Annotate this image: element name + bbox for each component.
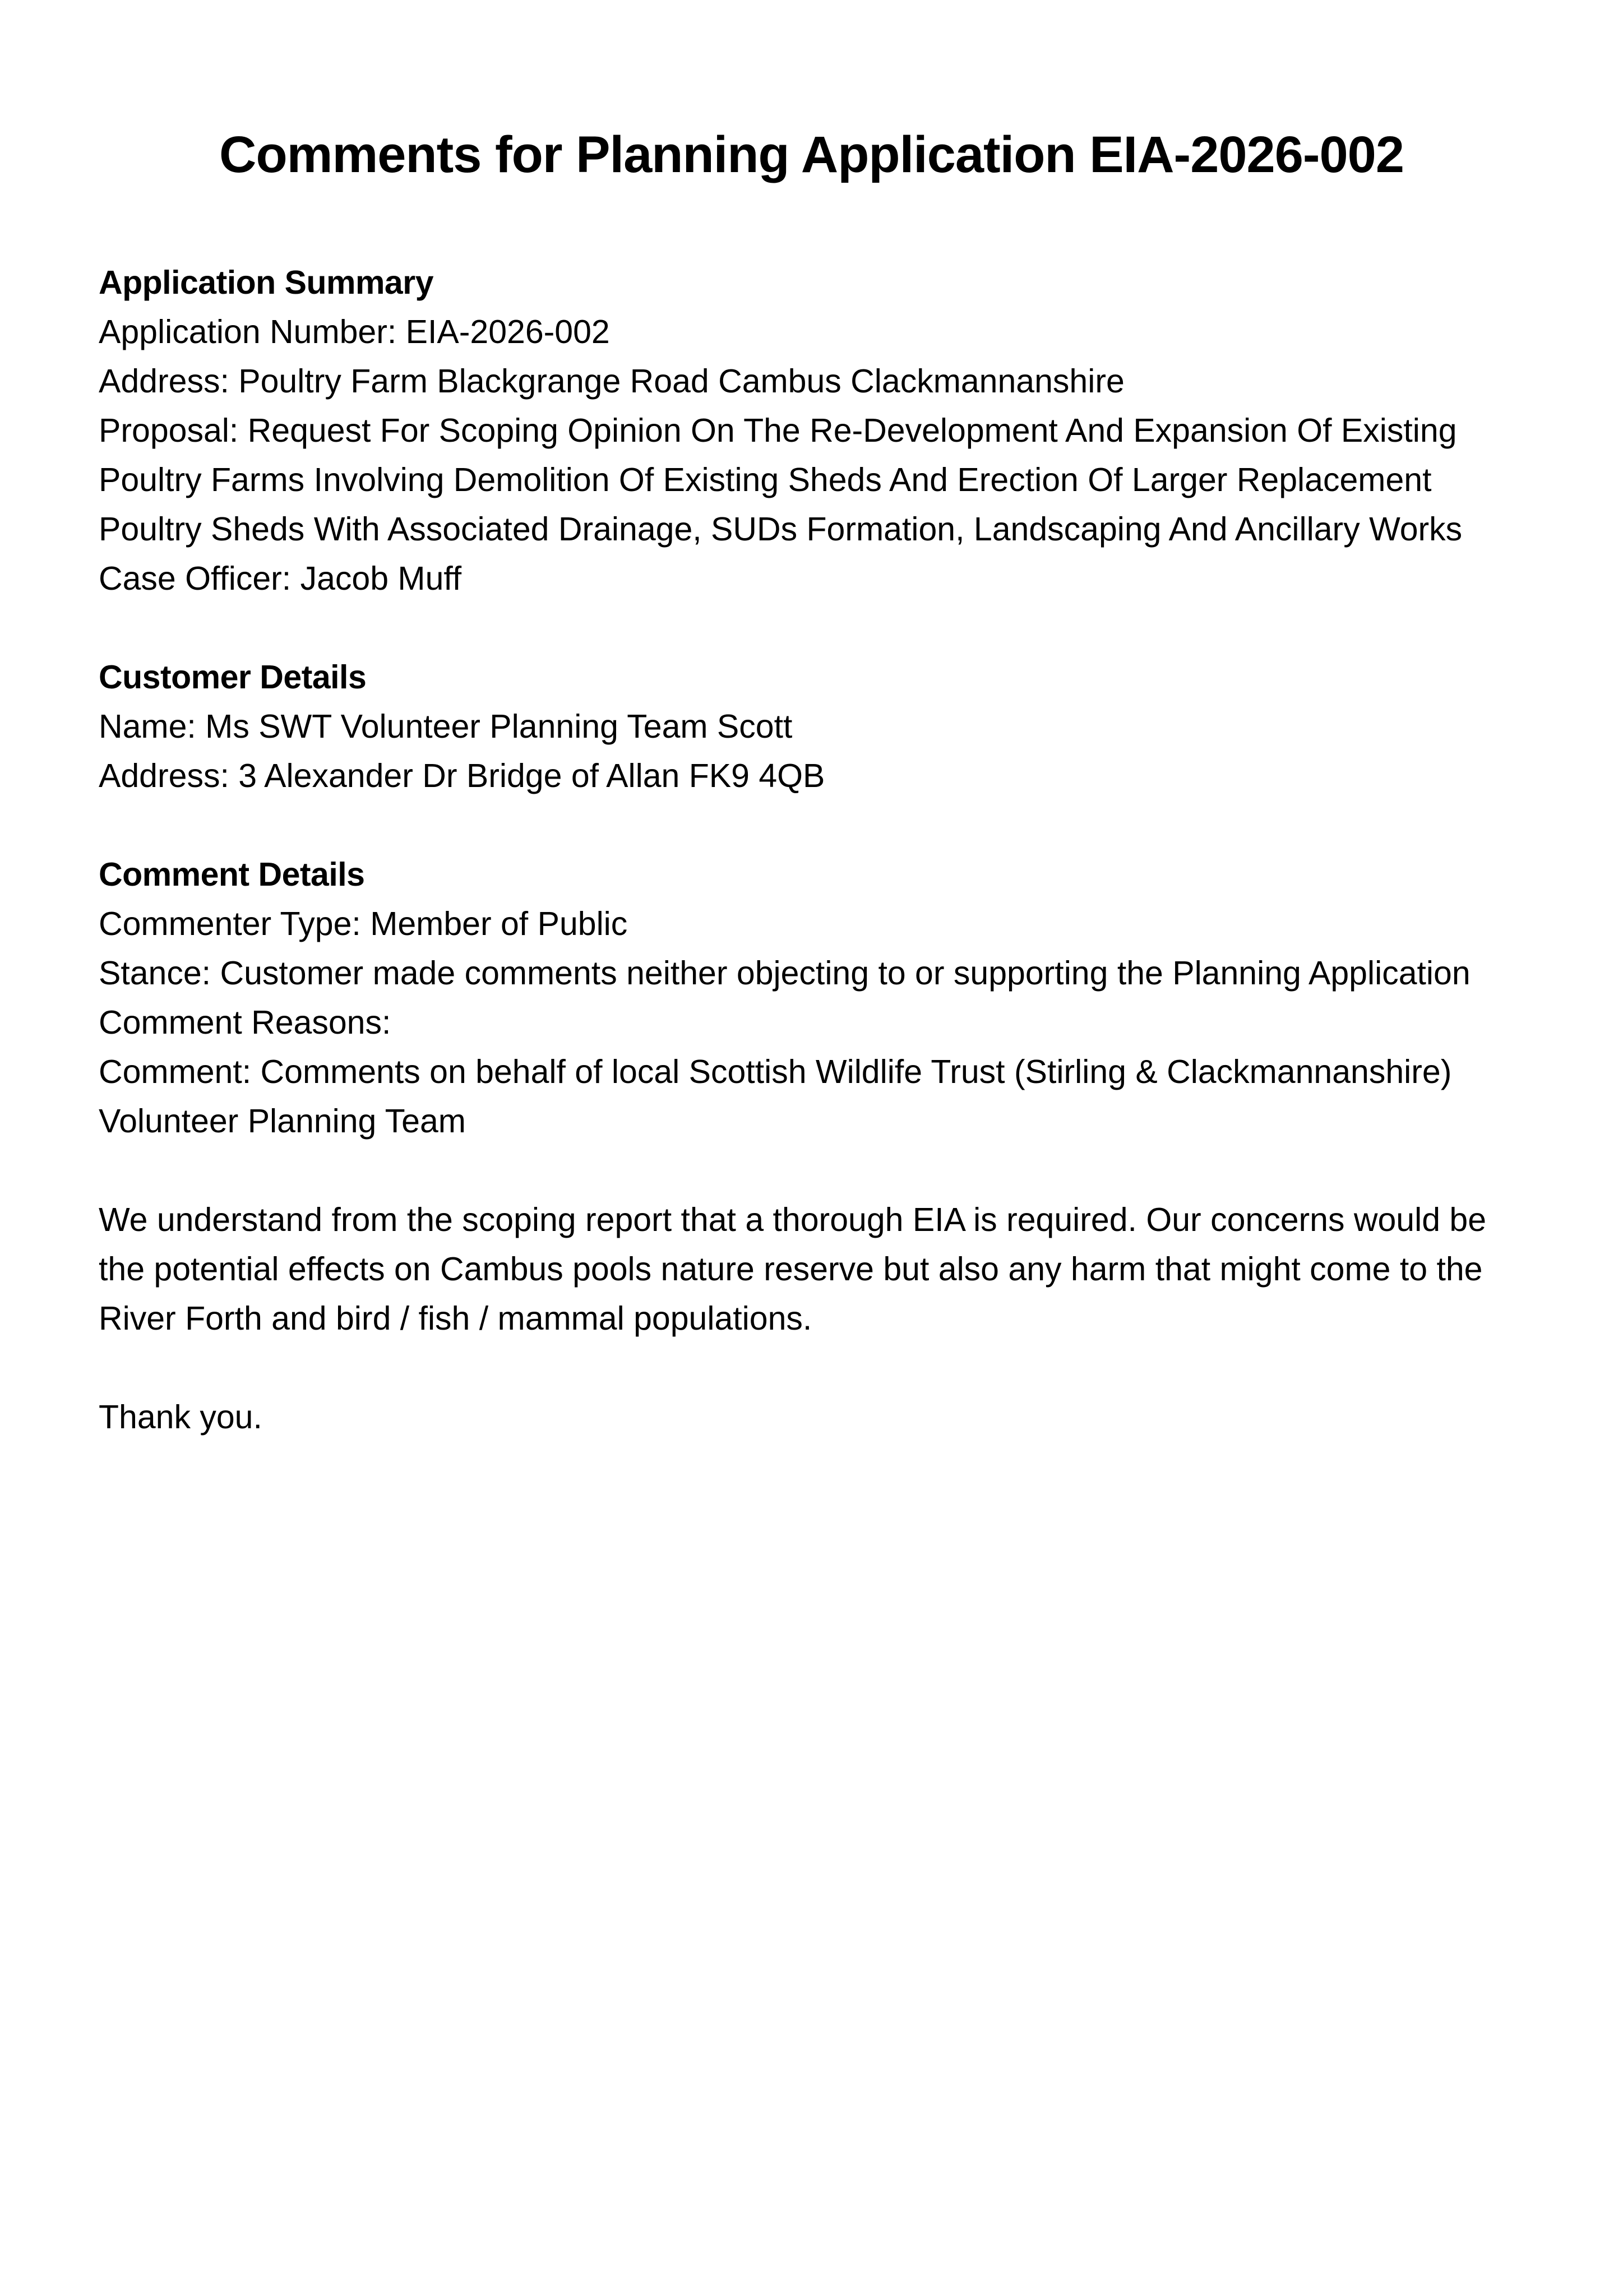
customer-details-heading: Customer Details [99,659,367,696]
comment-line: Volunteer Planning Team [99,1103,466,1140]
comment-details-section [99,850,1534,1146]
stance: Stance: Customer made comments neither objecting to or supporting the Planning Application [99,955,1471,992]
page-title: Comments for Planning Application EIA-2026-002 [219,126,1404,183]
comment-reasons: Comment Reasons: [99,1004,391,1041]
application-number: Application Number: EIA-2026-002 [99,313,610,350]
customer-address: Address: 3 Alexander Dr Bridge of Allan FK9 4QB [99,757,825,794]
customer-details-section [99,652,1534,800]
closing-text: Thank you. [99,1399,262,1436]
proposal-line: Proposal: Request For Scoping Opinion On The Re-Development And Expansion Of Existing [99,412,1457,449]
comment-body [99,1195,1534,1343]
application-address: Address: Poultry Farm Blackgrange Road Cambus Clackmannanshire [99,363,1125,400]
comment-body-line: River Forth and bird / fish / mammal populations. [99,1300,812,1337]
comment-body-line: the potential effects on Cambus pools nature reserve but also any harm that might come to the [99,1251,1483,1288]
document-content [99,258,1534,1442]
comment-line: Comment: Comments on behalf of local Scottish Wildlife Trust (Stirling & Clackmannanshire) [99,1053,1452,1090]
application-summary-heading: Application Summary [99,264,434,301]
proposal-line: Poultry Sheds With Associated Drainage, SUDs Formation, Landscaping And Ancillary Works [99,511,1463,548]
comment-details-heading: Comment Details [99,856,365,893]
proposal-line: Poultry Farms Involving Demolition Of Existing Sheds And Erection Of Larger Replacement [99,461,1432,498]
commenter-type: Commenter Type: Member of Public [99,905,628,942]
comment-body-line: We understand from the scoping report that a thorough EIA is required. Our concerns would be [99,1201,1487,1238]
application-summary-section [99,258,1534,603]
case-officer: Case Officer: Jacob Muff [99,560,462,597]
customer-name: Name: Ms SWT Volunteer Planning Team Scott [99,708,793,745]
